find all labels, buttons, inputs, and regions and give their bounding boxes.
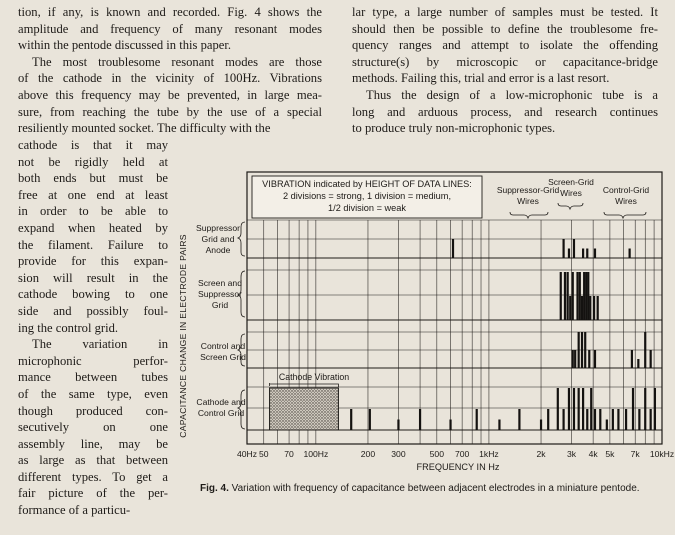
data-line-2: [581, 332, 583, 368]
data-line-3: [568, 388, 570, 430]
data-line-3: [606, 420, 608, 431]
x-tick-label: 5k: [605, 449, 615, 459]
row-label-line: Control Grid: [197, 408, 245, 418]
data-line-0: [452, 239, 454, 258]
x-tick-label: 700: [454, 449, 470, 459]
text-line: structure(s) by microscopic or capacitance-bridge: [352, 54, 658, 69]
data-line-2: [631, 350, 633, 368]
annotation-control-grid-wires: Control-Grid: [602, 185, 650, 195]
text-line: sion will result in the: [18, 270, 168, 285]
text-line: the filament. Failure to: [18, 237, 168, 252]
x-tick-label: 200: [360, 449, 376, 459]
text-line: within the pentode discussed in this paper.: [18, 38, 232, 53]
row-label-line: Grid and: [201, 234, 235, 244]
text-line: in order to be able to: [18, 204, 168, 219]
caption-text: Variation with frequency of capacitance between adjacent electrodes in a miniature pentode.: [228, 483, 640, 494]
row-label-control-screen: [200, 341, 246, 362]
text-line: expand when heated by: [18, 220, 168, 235]
data-line-0: [573, 239, 575, 258]
data-line-0: [582, 249, 584, 259]
data-line-3: [578, 388, 580, 430]
data-line-3: [650, 409, 652, 430]
data-line-3: [594, 409, 596, 430]
text-line: side and possibly foul-: [18, 303, 168, 318]
figure-caption: [200, 482, 660, 495]
text-line: The variation in: [32, 337, 168, 352]
bracket-control: [604, 212, 646, 218]
text-line: of the cathode in the vicinity of 100Hz. Vibrations: [18, 71, 322, 86]
text-line: formance of a particu-: [18, 503, 131, 518]
text-line: cathode is that it may: [18, 138, 168, 152]
text-line: The most troublesome resonant modes are those: [32, 54, 322, 69]
data-line-0: [629, 249, 631, 259]
x-tick-label: 7k: [630, 449, 640, 459]
legend-line-1: VIBRATION indicated by HEIGHT OF DATA LINES:: [262, 179, 472, 189]
x-tick-label: 3k: [566, 449, 577, 459]
data-line-1: [564, 272, 566, 320]
text-line: provide for this expan-: [18, 254, 168, 269]
data-line-3: [419, 409, 421, 430]
legend-line-3: 1/2 division = weak: [328, 203, 406, 213]
x-tick-label: 1kHz: [479, 449, 499, 459]
x-tick-label: 4k: [588, 449, 598, 459]
data-line-1: [560, 272, 562, 320]
data-line-3: [518, 409, 520, 430]
x-tick-label: 70: [284, 449, 294, 459]
text-line: ing the control grid.: [18, 320, 119, 335]
data-line-2: [588, 350, 590, 368]
data-line-1: [572, 272, 574, 320]
text-line: of the same type, even: [18, 386, 168, 401]
data-line-3: [498, 420, 500, 431]
row-label-line: Screen Grid: [200, 352, 246, 362]
annotation-screen-grid-wires: Screen-Grid: [548, 177, 594, 187]
bracket-screen: [558, 203, 583, 209]
data-line-3: [582, 388, 584, 430]
data-line-1: [585, 272, 587, 320]
data-line-3: [476, 409, 478, 430]
data-line-2: [594, 350, 596, 368]
x-tick-label: 10kHz: [649, 449, 675, 459]
row-label-line: Anode: [205, 245, 231, 255]
x-tick-label: 2k: [536, 449, 546, 459]
row-label-line: Suppressor: [198, 289, 242, 299]
data-line-3: [612, 409, 614, 430]
data-line-3: [562, 409, 564, 430]
data-line-1: [569, 296, 571, 320]
data-line-2: [584, 332, 586, 368]
x-tick-label: 40Hz: [236, 449, 258, 459]
bracket-suppressor: [510, 212, 548, 218]
text-line: above this frequency may be prevented, in large mea-: [18, 87, 322, 102]
data-line-3: [586, 409, 588, 430]
data-line-3: [654, 388, 656, 430]
data-line-3: [540, 420, 542, 431]
data-line-2: [644, 332, 646, 368]
text-line: different types. To get a: [18, 469, 168, 484]
text-line: Thus the design of a low-microphonic tube is a: [366, 87, 658, 102]
data-line-2: [650, 350, 652, 368]
x-tick-label: 500: [429, 449, 445, 459]
data-line-1: [579, 272, 581, 320]
text-line: quency ranges and attempt to isolate the offending: [352, 38, 658, 53]
text-line: tion, if any, is known and recorded. Fig. 4 shows the: [18, 5, 322, 19]
row-label-line: Screen and: [198, 278, 242, 288]
text-line: methods. Failing this, trial and error is a last resort.: [352, 71, 610, 86]
x-tick-label: 100Hz: [303, 449, 329, 459]
text-line: microphonic perfor-: [18, 353, 168, 368]
cathode-vibration-band: [270, 388, 339, 430]
row-label-line: Suppressor: [196, 223, 240, 233]
data-line-2: [572, 350, 574, 368]
text-line: fair picture of the per-: [18, 486, 168, 501]
x-axis-label: FREQUENCY IN Hz: [416, 462, 500, 472]
text-line: resiliently mounted socket. The difficulty with the: [18, 121, 271, 136]
row-label-screen-suppressor: [198, 278, 242, 310]
data-line-3: [590, 388, 592, 430]
row-label-line: Control and: [200, 341, 246, 351]
data-line-3: [625, 409, 627, 430]
text-line: sure, from reaching the tube by the use of a special: [18, 104, 322, 119]
text-line: not be rigidly held at: [18, 154, 168, 169]
data-line-3: [369, 409, 371, 430]
data-line-3: [599, 409, 601, 430]
data-line-3: [644, 388, 646, 430]
data-line-1: [593, 296, 595, 320]
data-line-3: [557, 388, 559, 430]
data-line-3: [449, 420, 451, 431]
text-line: amplitude and frequency of many resonant modes: [18, 21, 322, 36]
data-line-0: [594, 249, 596, 259]
text-line: secutively on one: [18, 420, 168, 435]
text-line: cathode bowing to one: [18, 287, 168, 302]
data-line-3: [617, 409, 619, 430]
annotation-suppressor-grid-wires: Suppressor-Grid: [496, 185, 560, 195]
data-line-1: [587, 272, 589, 320]
data-line-1: [583, 272, 585, 320]
text-line: both ends but must be: [18, 171, 168, 186]
cathode-vibration-label: Cathode Vibration: [278, 372, 350, 382]
text-line: though produced con-: [18, 403, 168, 418]
data-line-1: [597, 296, 599, 320]
data-line-2: [574, 350, 576, 368]
text-line: mance between tubes: [18, 370, 168, 385]
data-line-2: [637, 359, 639, 368]
caption-figure-number: Fig. 4.: [200, 483, 229, 494]
row-label-line: Cathode and: [196, 397, 246, 407]
row-label-line: Grid: [211, 300, 229, 310]
text-line: free at one end at least: [18, 187, 168, 202]
legend-line-2: 2 divisions = strong, 1 division = medium,: [282, 191, 452, 201]
data-line-3: [638, 409, 640, 430]
data-line-3: [547, 409, 549, 430]
x-tick-label: 300: [391, 449, 406, 459]
data-line-1: [567, 272, 569, 320]
data-line-0: [562, 239, 564, 258]
x-tick-label: 50: [258, 449, 269, 459]
data-line-1: [576, 272, 578, 320]
text-line: long and arduous process, and research continues: [352, 104, 658, 119]
text-line: to produce truly non-microphonic types.: [352, 121, 556, 136]
data-line-1: [589, 296, 591, 320]
cathode-band-bracket: [270, 383, 339, 387]
data-line-0: [568, 249, 570, 259]
annotation-suppressor-grid-wires: Wires: [517, 196, 539, 206]
data-line-0: [586, 249, 588, 259]
data-line-3: [632, 388, 634, 430]
y-axis-label: CAPACITANCE CHANGE IN ELECTRODE PAIRS: [178, 234, 188, 438]
x-tick-labels: [237, 449, 674, 459]
annotation-control-grid-wires: Wires: [615, 196, 637, 206]
data-line-3: [573, 388, 575, 430]
row-label-suppressor-anode: [196, 223, 240, 255]
text-line: should then be possible to define the troublesome fre-: [352, 21, 658, 36]
text-line: assembly line, may be: [18, 436, 168, 451]
data-line-3: [397, 420, 399, 431]
text-line: as large as that between: [18, 453, 168, 468]
data-line-2: [578, 332, 580, 368]
data-line-1: [581, 296, 583, 320]
annotation-screen-grid-wires: Wires: [560, 188, 582, 198]
data-line-3: [350, 409, 352, 430]
text-line: lar type, a large number of samples must be tested. It: [352, 5, 658, 19]
